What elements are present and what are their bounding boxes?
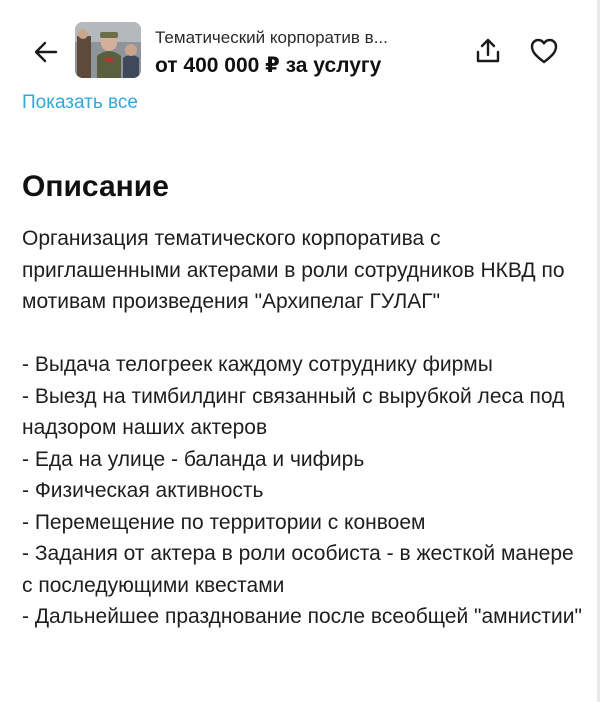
- listing-title: Тематический корпоратив в...: [155, 28, 388, 47]
- list-item: - Дальнейшее празднование после всеобщей "амнистии": [22, 605, 582, 628]
- heart-outline-icon: [529, 37, 559, 65]
- list-item: - Перемещение по территории с конвоем: [22, 510, 426, 534]
- list-item: - Выезд на тимбилдинг связанный с вырубкой леса под надзором наших актеров: [22, 384, 565, 439]
- description-intro: Организация тематического корпоратива с приглашенными актерами в роли сотрудников НКВД по мотивам произведения "Архипелаг ГУЛАГ": [22, 227, 565, 313]
- list-item: - Еда на улице - баланда и чифирь: [22, 447, 365, 471]
- top-bar: [0, 0, 600, 88]
- arrow-left-icon: [34, 41, 58, 63]
- list-item: - Выдача телогреек каждому сотруднику фирмы: [22, 353, 493, 376]
- share-button[interactable]: [470, 32, 506, 70]
- listing-header-info: [155, 27, 445, 79]
- listing-thumbnail[interactable]: [75, 22, 141, 78]
- list-item: - Задания от актера в роли особиста - в жесткой манере с последующими квестами: [22, 542, 574, 597]
- description-list: [22, 349, 582, 633]
- back-button[interactable]: [28, 34, 64, 70]
- show-all-link[interactable]: Показать все: [22, 92, 138, 113]
- listing-price: от 400 000 ₽ за услугу: [155, 54, 382, 77]
- listing-photo-image: [75, 22, 141, 78]
- share-upload-icon: [475, 37, 501, 65]
- description-heading: Описание: [22, 170, 169, 203]
- paragraph-gap: [22, 318, 582, 350]
- list-item: - Физическая активность: [22, 479, 264, 502]
- description-body: [22, 223, 582, 633]
- favorite-button[interactable]: [524, 32, 564, 70]
